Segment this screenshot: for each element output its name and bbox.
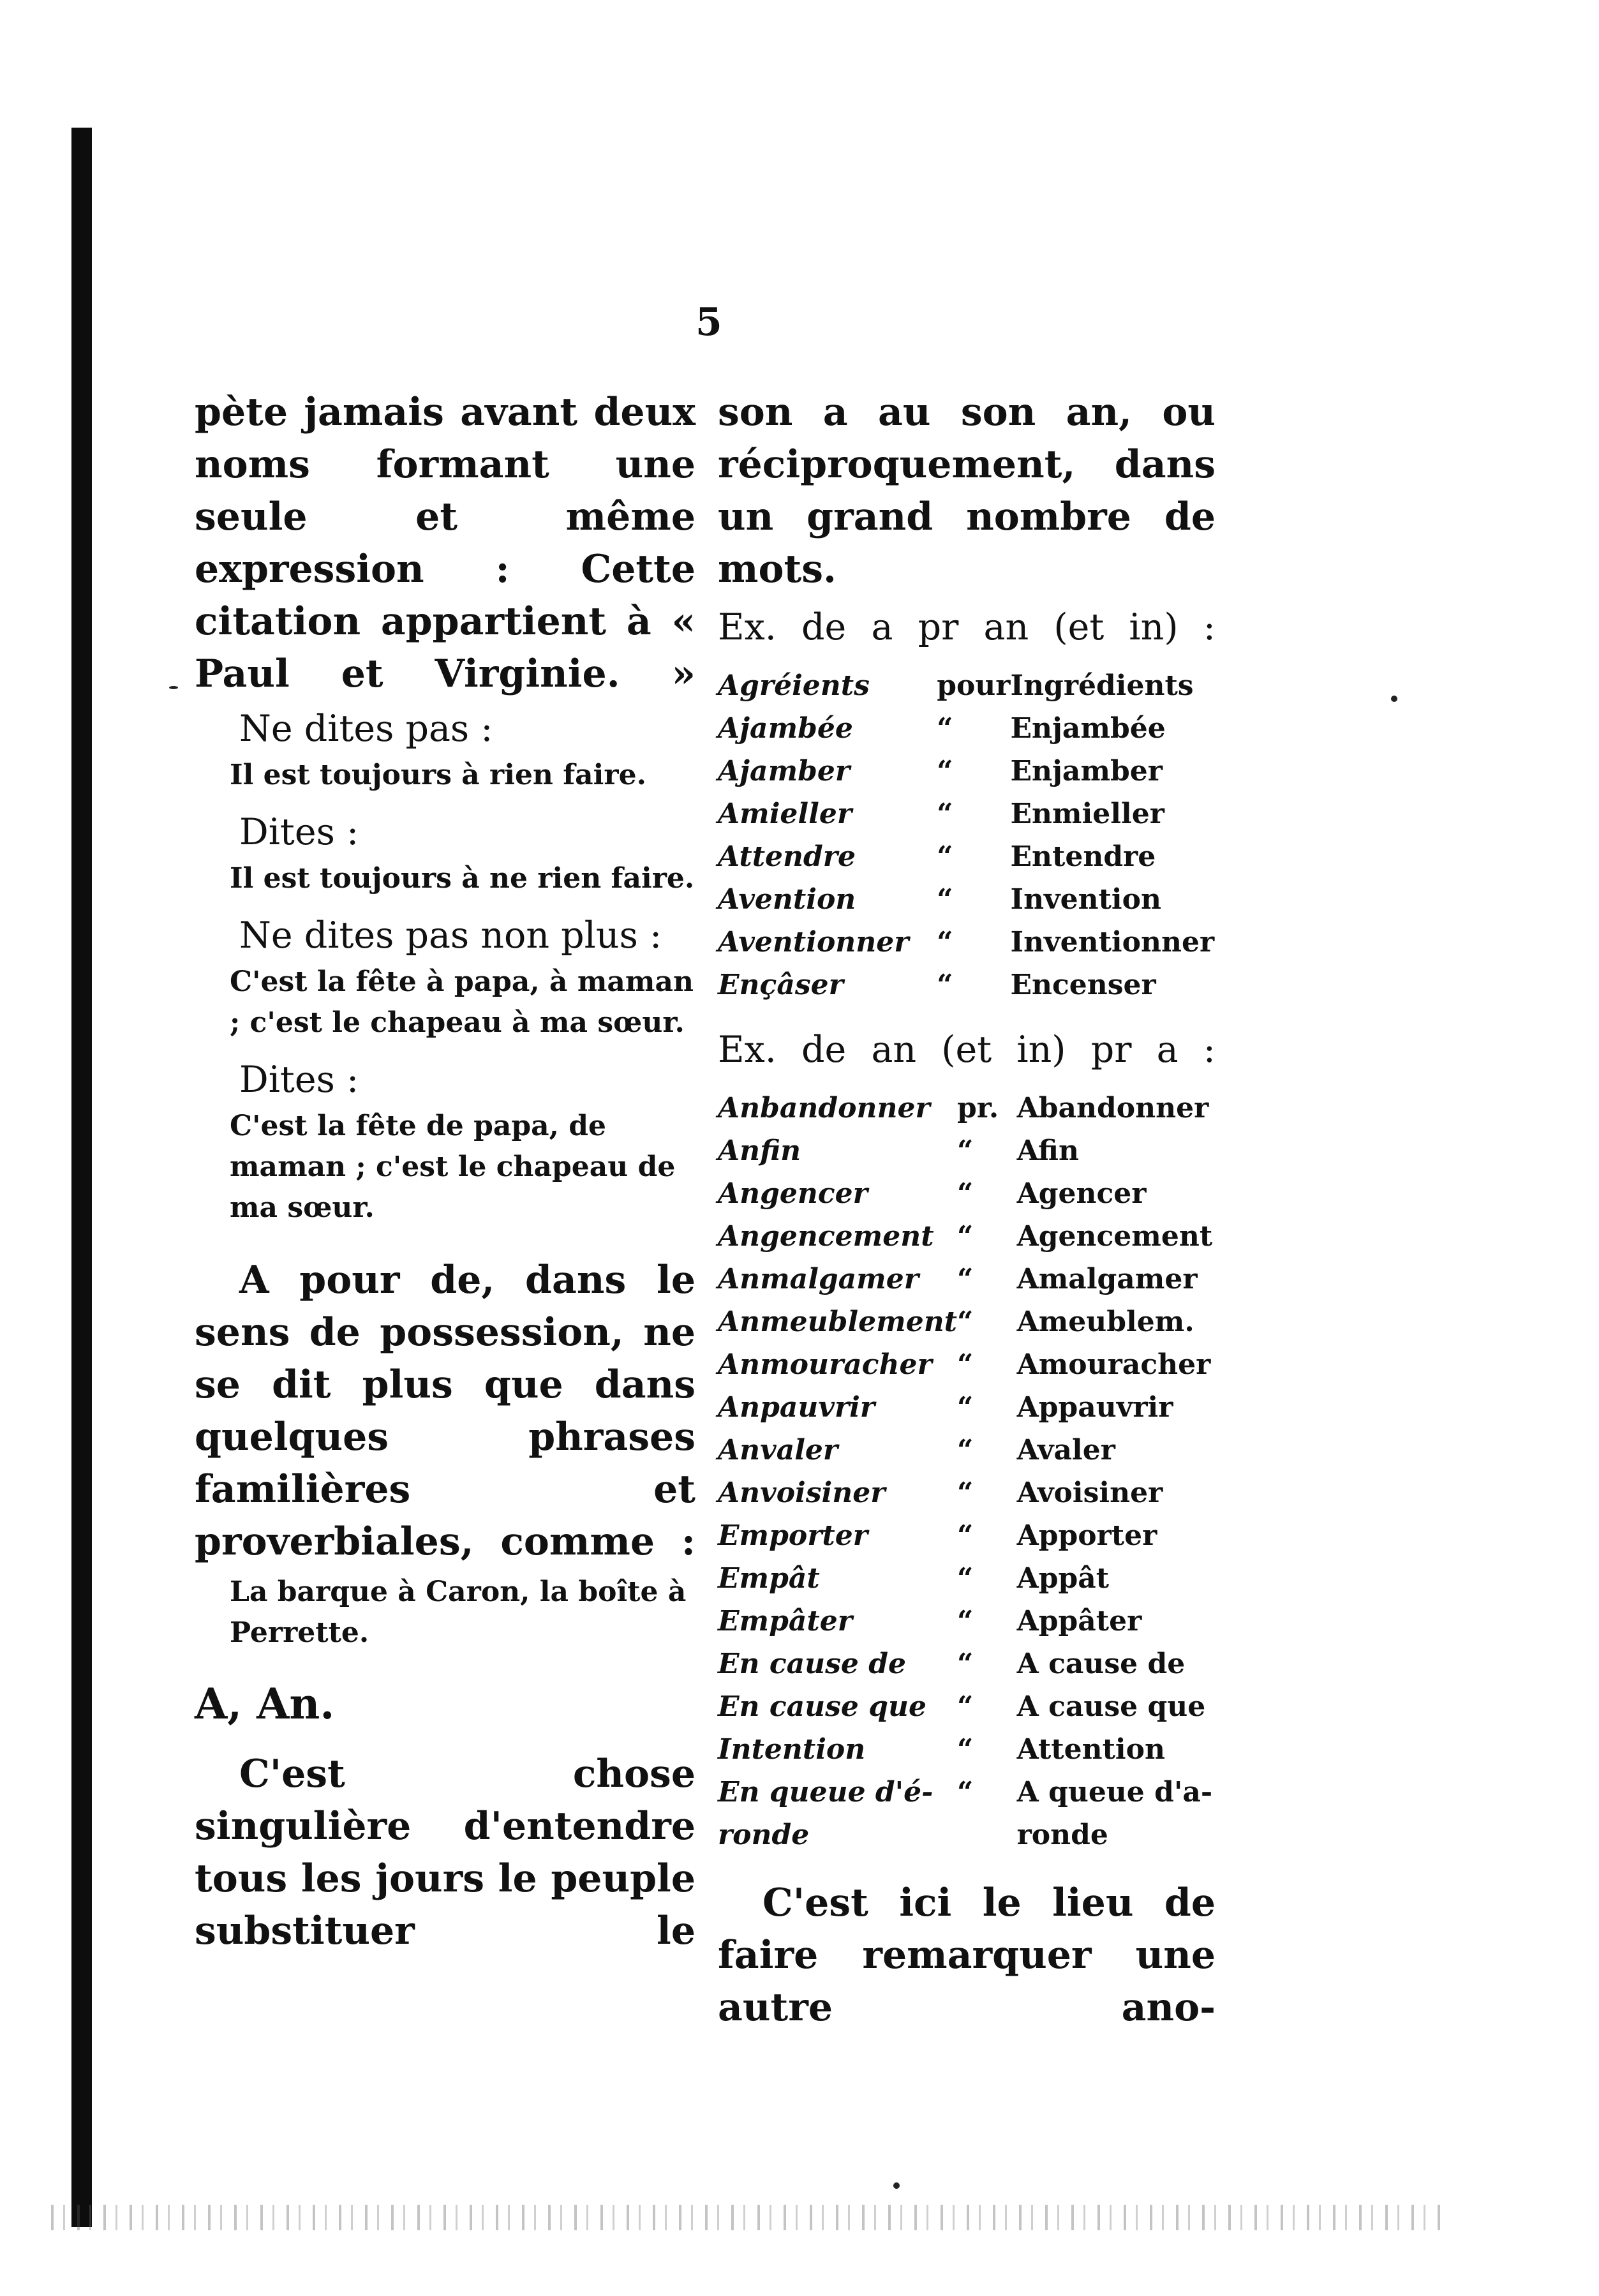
ditto-mark: “ <box>957 1733 974 1766</box>
ditto-mark: “ <box>957 1220 974 1253</box>
incorrect-word: Ajamber <box>718 755 851 787</box>
word-pair-row <box>718 707 1216 750</box>
incorrect-word: Anmeublement <box>718 1306 958 1338</box>
word-pair-row <box>718 1643 1216 1685</box>
incorrect-word: Angencement <box>718 1220 934 1253</box>
incorrect-word: Avention <box>718 883 856 916</box>
ditto-mark: pr. <box>957 1092 999 1124</box>
incorrect-word: Angencer <box>718 1177 868 1210</box>
correct-word: Ingrédients <box>1010 669 1194 702</box>
correct-word: Enjambée <box>1010 712 1166 745</box>
incorrect-word: Empâter <box>718 1605 852 1637</box>
left-column <box>195 386 695 1957</box>
heading-ne-dites-pas: Ne dites pas : <box>239 708 493 750</box>
word-pair-row <box>718 1343 1216 1386</box>
ditto-mark: “ <box>957 1391 974 1424</box>
ditto-mark: “ <box>937 883 953 916</box>
correct-word: Appât <box>1016 1562 1110 1595</box>
correct-word: Encenser <box>1010 969 1156 1001</box>
word-pair-row <box>718 1685 1216 1728</box>
incorrect-word: Anvoisiner <box>718 1477 886 1509</box>
ditto-mark <box>957 1814 1017 1856</box>
incorrect-word: Attendre <box>718 840 856 873</box>
scan-noise <box>51 2205 1442 2230</box>
correct-word: Invention <box>1010 883 1161 916</box>
example-list-title: Ex. de a pr an (et in) : <box>718 606 1216 648</box>
word-pair-row <box>718 1301 1216 1343</box>
section-heading: A, An. <box>195 1679 335 1729</box>
paragraph: A pour de, dans le sens de possession, ne se dit plus que dans quelques phrases familières et proverbiales, comme : <box>195 1258 695 1564</box>
ditto-mark: “ <box>937 712 953 745</box>
word-pair-row <box>718 835 1216 878</box>
incorrect-word: Ajambée <box>718 712 853 745</box>
correct-word: Agencement <box>1016 1220 1213 1253</box>
correct-word: A cause de <box>1016 1648 1186 1680</box>
incorrect-word: Agréients <box>718 669 870 702</box>
ink-speck <box>893 2182 900 2189</box>
ditto-mark: pour <box>937 669 1011 702</box>
example: C'est la fête à papa, à maman ; c'est le chapeau à ma sœur. <box>230 965 694 1039</box>
word-pair-row <box>718 1728 1216 1771</box>
ditto-mark: “ <box>957 1348 974 1381</box>
correct-word: Enmieller <box>1010 798 1164 830</box>
word-pair-row <box>718 878 1216 921</box>
correct-word: Avoisiner <box>1016 1477 1163 1509</box>
word-pair-row <box>718 750 1216 793</box>
correct-word: ronde <box>1016 1819 1108 1851</box>
example: La barque à Caron, la boîte à Perrette. <box>230 1576 687 1649</box>
ditto-mark: “ <box>957 1605 974 1637</box>
ditto-mark: “ <box>957 1306 974 1338</box>
heading-ne-dites-pas-non-plus: Ne dites pas non plus : <box>239 914 662 957</box>
correct-word: Abandonner <box>1016 1092 1209 1124</box>
correct-word: Avaler <box>1016 1434 1115 1466</box>
correct-word: A queue d'a- <box>1016 1776 1213 1808</box>
incorrect-word: ronde <box>718 1819 810 1851</box>
correct-word: Afin <box>1016 1135 1079 1167</box>
ditto-mark: “ <box>957 1177 974 1210</box>
correct-word: Entendre <box>1010 840 1156 873</box>
word-list <box>718 664 1216 1006</box>
heading-dites: Dites : <box>239 811 359 853</box>
correct-word: Inventionner <box>1010 926 1215 958</box>
word-pair-row <box>718 1386 1216 1429</box>
ink-speck <box>169 686 178 689</box>
incorrect-word: Ençâser <box>718 969 844 1001</box>
correct-word: Attention <box>1016 1733 1165 1766</box>
word-pair-row <box>718 964 1216 1006</box>
example-list-title: Ex. de an (et in) pr a : <box>718 1029 1216 1071</box>
word-list <box>718 1087 1216 1856</box>
word-pair-row <box>718 793 1216 835</box>
word-pair-row <box>718 921 1216 964</box>
correct-word: Appâter <box>1016 1605 1142 1637</box>
word-pair-row <box>718 1514 1216 1557</box>
correct-word: A cause que <box>1016 1690 1206 1723</box>
correct-word: Enjamber <box>1010 755 1163 787</box>
example: Il est toujours à ne rien faire. <box>230 862 695 895</box>
ink-speck <box>1391 696 1397 702</box>
ditto-mark: “ <box>957 1434 974 1466</box>
word-pair-row <box>718 664 1216 707</box>
word-pair-row <box>718 1429 1216 1472</box>
paragraph: son a au son an, ou réciproquement, dans un grand nombre de mots. <box>718 390 1216 592</box>
word-pair-row <box>718 1600 1216 1643</box>
example: Il est toujours à rien faire. <box>230 759 646 791</box>
incorrect-word: Anfin <box>718 1135 801 1167</box>
correct-word: Ameublem. <box>1016 1306 1194 1338</box>
incorrect-word: En cause que <box>718 1690 926 1723</box>
correct-word: Amalgamer <box>1016 1263 1198 1295</box>
correct-word: Apporter <box>1016 1519 1157 1552</box>
page-number: 5 <box>695 300 722 345</box>
word-pair-row <box>718 1814 1216 1856</box>
paragraph: pète jamais avant deux noms formant une seule et même expression : Cette citation appartient à « Paul et Virginie. » <box>195 390 695 696</box>
ditto-mark: “ <box>957 1519 974 1552</box>
word-pair-row <box>718 1215 1216 1258</box>
ditto-mark: “ <box>937 755 953 787</box>
incorrect-word: Anbandonner <box>718 1092 930 1124</box>
ditto-mark: “ <box>937 798 953 830</box>
incorrect-word: En cause de <box>718 1648 906 1680</box>
incorrect-word: Empât <box>718 1562 820 1595</box>
incorrect-word: Anmalgamer <box>718 1263 919 1295</box>
ditto-mark: “ <box>957 1648 974 1680</box>
correct-word: Agencer <box>1016 1177 1147 1210</box>
book-spine-shadow <box>71 128 92 2227</box>
incorrect-word: Anmouracher <box>718 1348 932 1381</box>
correct-word: Appauvrir <box>1016 1391 1173 1424</box>
right-column <box>718 386 1216 2034</box>
word-pair-row <box>718 1557 1216 1600</box>
correct-word: Amouracher <box>1016 1348 1211 1381</box>
word-pair-row <box>718 1172 1216 1215</box>
example: C'est la fête de papa, de maman ; c'est le chapeau de ma sœur. <box>230 1110 676 1224</box>
word-pair-row <box>718 1258 1216 1301</box>
incorrect-word: Anpauvrir <box>718 1391 875 1424</box>
incorrect-word: En queue d'é- <box>718 1776 933 1808</box>
ditto-mark: “ <box>957 1135 974 1167</box>
ditto-mark: “ <box>937 969 953 1001</box>
incorrect-word: Amieller <box>718 798 852 830</box>
heading-dites: Dites : <box>239 1059 359 1101</box>
paragraph: C'est ici le lieu de faire remarquer une autre ano- <box>718 1881 1216 2030</box>
ditto-mark: “ <box>957 1562 974 1595</box>
ditto-mark: “ <box>957 1776 974 1808</box>
ditto-mark: “ <box>957 1477 974 1509</box>
incorrect-word: Intention <box>718 1733 866 1766</box>
word-pair-row <box>718 1087 1216 1129</box>
paragraph: C'est chose singulière d'entendre tous les jours le peuple substituer le <box>195 1752 695 1953</box>
word-pair-row <box>718 1129 1216 1172</box>
ditto-mark: “ <box>937 926 953 958</box>
ditto-mark: “ <box>957 1690 974 1723</box>
incorrect-word: Emporter <box>718 1519 868 1552</box>
incorrect-word: Anvaler <box>718 1434 838 1466</box>
word-pair-row <box>718 1771 1216 1814</box>
word-pair-row <box>718 1472 1216 1514</box>
incorrect-word: Aventionner <box>718 926 909 958</box>
ditto-mark: “ <box>957 1263 974 1295</box>
ditto-mark: “ <box>937 840 953 873</box>
